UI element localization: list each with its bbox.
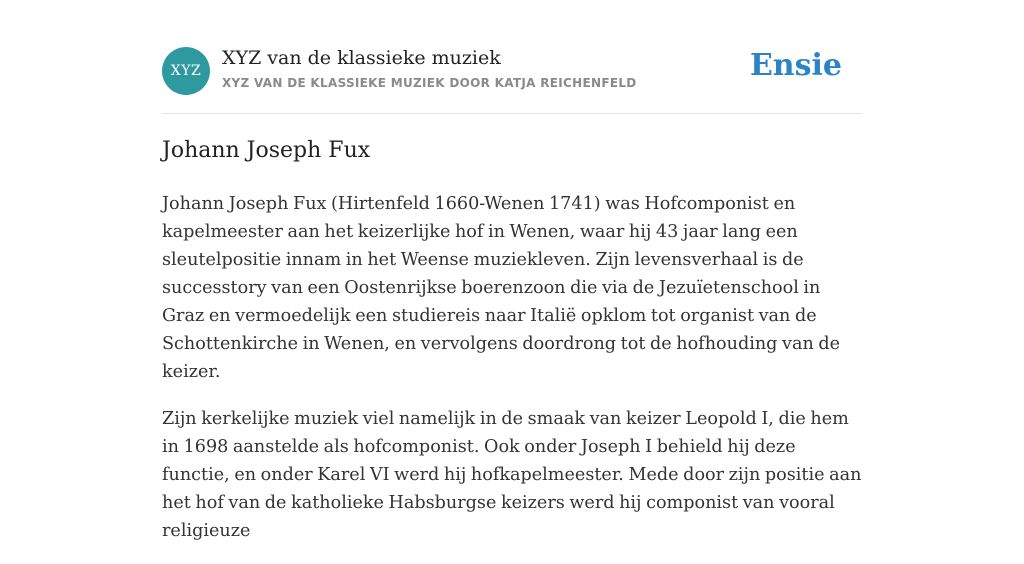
header [162,46,862,96]
site-subtitle: XYZ VAN DE KLASSIEKE MUZIEK DOOR KATJA REICHENFELD [222,76,637,90]
site-title[interactable]: XYZ van de klassieke muziek [222,47,501,69]
article-paragraph: Johann Joseph Fux (Hirtenfeld 1660-Wenen 1741) was Hofcomponist en kapelmeester aan het keizerlijke hof in Wenen, waar hij 43 jaar lang een sleutelpositie innam in het Weense muziekleven. Zijn levensverhaal is de successtory van een Oostenrijkse boerenzoon die via de Jezuïetenschool in Graz en vermoedelijk een studiereis naar Italië opklom tot organist van de Schottenkirche in Wenen, en vervolgens doordrong tot de hofhouding van de keizer. [162,194,841,382]
article-paragraph: Zijn kerkelijke muziek viel namelijk in de smaak van keizer Leopold I, die hem in 1698 aanstelde als hofcomponist. Ook onder Joseph I behield hij deze functie, en onder Karel VI werd hij hofkapelmeester. Mede door zijn positie aan het hof van de katholieke Habsburgse keizers werd hij componist van vooral religieuze [162,409,862,541]
header-divider [162,113,862,114]
article-body [162,190,862,564]
ensie-logo[interactable]: Ensie [749,48,842,83]
article-title: Johann Joseph Fux [162,138,371,163]
avatar[interactable]: XYZ [162,47,210,95]
